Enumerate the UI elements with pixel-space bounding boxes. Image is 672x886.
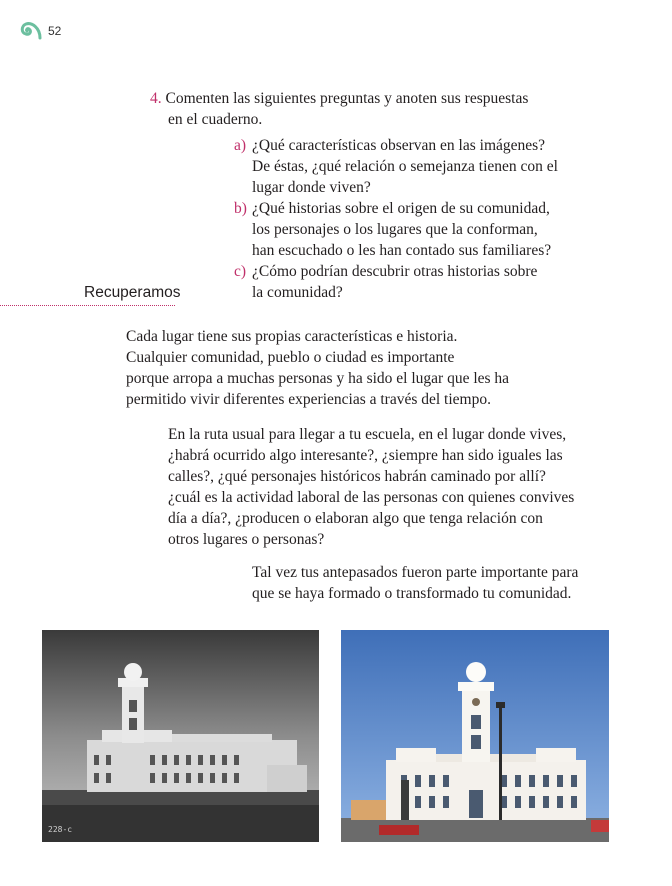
photo-catalog-mark: 228-c (48, 825, 73, 834)
item-a-line: lugar donde viven? (252, 179, 371, 196)
item-c-line: la comunidad? (252, 284, 343, 301)
item-c-line: ¿Cómo podrían descubrir otras historias sobre (252, 263, 538, 280)
paragraph-1-line: Cualquier comunidad, pueblo o ciudad es importante (126, 349, 455, 366)
question-line: en el cuaderno. (168, 111, 263, 128)
item-b-line: los personajes o los lugares que la conforman, (252, 221, 538, 238)
paragraph-2-line: ¿cuál es la actividad laboral de las personas con quienes convives (168, 489, 575, 506)
paragraph-1-line: porque arropa a muchas personas y ha sido el lugar que les ha (126, 370, 510, 387)
paragraph-3-line: Tal vez tus antepasados fueron parte importante para (252, 564, 579, 581)
question-line: Comenten las siguientes preguntas y anoten sus respuestas (165, 90, 529, 107)
item-letter-a: a) (234, 137, 247, 154)
question-4 (150, 88, 528, 109)
item-b-line: han escuchado o les han contado sus familiares? (252, 242, 552, 259)
item-a-line: ¿Qué características observan en las imágenes? (252, 137, 546, 154)
paragraph-3-line: que se haya formado o transformado tu comunidad. (252, 585, 572, 602)
item-b-line: ¿Qué historias sobre el origen de su comunidad, (252, 200, 550, 217)
spiral-icon (18, 20, 42, 40)
historic-building-photo-modern (341, 630, 609, 842)
section-title: Recuperamos (84, 284, 181, 301)
paragraph-2-line: otros lugares o personas? (168, 531, 325, 548)
paragraph-2-line: ¿habrá ocurrido algo interesante?, ¿siempre han sido iguales las (168, 447, 563, 464)
paragraph-2-line: calles?, ¿qué personajes históricos habrán caminado por allí? (168, 468, 546, 485)
paragraph-2-line: En la ruta usual para llegar a tu escuela, en el lugar donde vives, (168, 426, 567, 443)
paragraph-2-line: día a día?, ¿producen o elaboran algo que tenga relación con (168, 510, 543, 527)
paragraph-1-line: permitido vivir diferentes experiencias a través del tiempo. (126, 391, 491, 408)
paragraph-1-line: Cada lugar tiene sus propias características e historia. (126, 328, 458, 345)
section-divider (0, 305, 175, 306)
question-number: 4. (150, 90, 162, 107)
item-letter-c: c) (234, 263, 247, 280)
item-a-line: De éstas, ¿qué relación o semejanza tienen con el (252, 158, 558, 175)
item-letter-b: b) (234, 200, 247, 217)
page-number: 52 (48, 24, 62, 38)
historic-building-photo-old (42, 630, 319, 842)
